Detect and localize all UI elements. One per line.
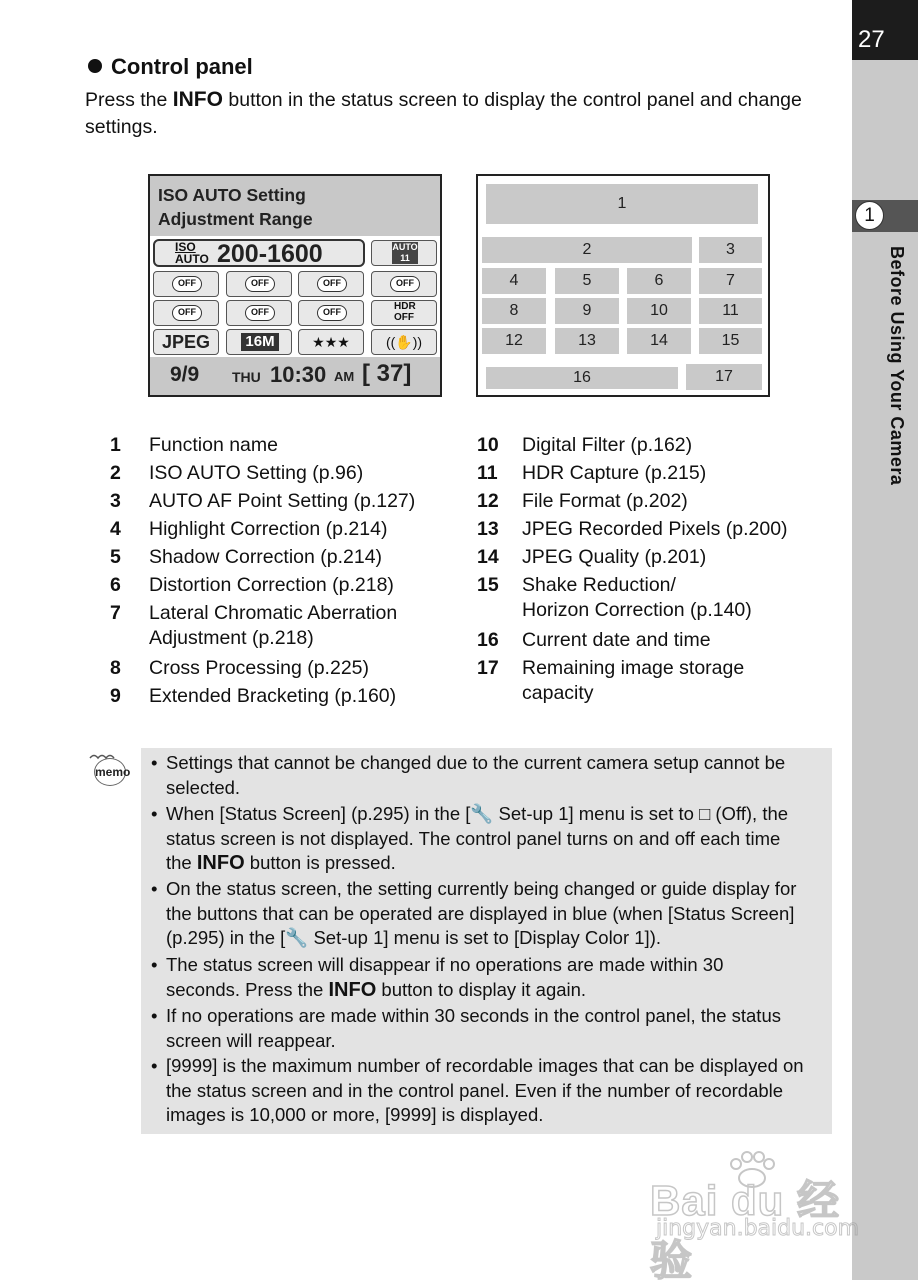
digital-filter-icon: OFF: [298, 300, 364, 326]
diagram-cell: 16: [486, 367, 678, 389]
jpeg-pixels-icon: 16M: [226, 329, 292, 355]
date-time-bar: 9/9 THU 10:30 AM [ 37]: [150, 357, 440, 395]
diagram-cell: 4: [482, 268, 546, 294]
memo-bullet: • The status screen will disappear if no operations are made within 30 seconds. Press the INFO button to display it again.: [151, 954, 724, 1001]
page-number: 27: [858, 26, 885, 53]
highlight-correction-icon: OFF: [153, 271, 219, 297]
heading-text: Control panel: [111, 54, 253, 79]
cross-processing-icon: OFF: [153, 300, 219, 326]
jpeg-quality-icon: ★★★: [298, 329, 364, 355]
diagram-cell: 1: [486, 184, 758, 224]
iso-auto-setting: ISO AUTO 200-1600: [153, 239, 365, 267]
control-panel-screen: [148, 174, 442, 397]
diagram-cell: 9: [555, 298, 619, 324]
hdr-capture-icon: HDR OFF: [371, 300, 437, 326]
diagram-cell: 2: [482, 237, 692, 263]
shadow-correction-icon: OFF: [226, 271, 292, 297]
memo-icon: memo: [88, 752, 128, 788]
memo-bullet: • If no operations are made within 30 seconds in the control panel, the status screen will reappear.: [151, 1005, 781, 1051]
chapter-side-tab: [852, 0, 918, 1280]
extended-bracketing-icon: OFF: [226, 300, 292, 326]
diagram-cell: 17: [686, 364, 762, 390]
memo-bullet: • Settings that cannot be changed due to the current camera setup cannot be selected.: [151, 752, 786, 798]
memo-bullet: • [9999] is the maximum number of recordable images that can be displayed on the status screen and in the control panel. Even if the number of recordable images is 10,000 or more, [9999] is displayed.: [151, 1055, 804, 1125]
iso-range: 200-1600: [217, 240, 323, 268]
section-heading: [88, 54, 253, 80]
diagram-cell: 11: [699, 298, 762, 324]
memo-bullet: • When [Status Screen] (p.295) in the [🔧 Set-up 1] menu is set to □ (Off), the status screen is not displayed. The control panel turns on and off each time the INFO button is pressed.: [151, 803, 789, 874]
heading-bullet-icon: [88, 59, 102, 73]
diagram-cell: 3: [699, 237, 762, 263]
control-panel-diagram: [476, 174, 770, 397]
diagram-cell: 8: [482, 298, 546, 324]
chapter-title: Before Using Your Camera: [887, 246, 907, 486]
shake-reduction-icon: ((✋)): [371, 329, 437, 355]
diagram-cell: 15: [699, 328, 762, 354]
diagram-cell: 14: [627, 328, 691, 354]
auto-af-point-icon: AUTO 11: [371, 240, 437, 266]
distortion-correction-icon: OFF: [298, 271, 364, 297]
lateral-chromatic-icon: OFF: [371, 271, 437, 297]
function-name-area: ISO AUTO Setting Adjustment Range: [150, 176, 440, 236]
baidu-watermark: Bai du 经验 jingyan.baidu.com: [650, 1150, 865, 1250]
info-button-label: INFO: [172, 88, 223, 111]
diagram-cell: 7: [699, 268, 762, 294]
diagram-cell: 12: [482, 328, 546, 354]
intro-paragraph: Press the INFO button in the status screen to display the control panel and change settings.: [85, 88, 802, 138]
remaining-capacity: [ 37]: [362, 360, 412, 387]
diagram-cell: 5: [555, 268, 619, 294]
diagram-cell: 10: [627, 298, 691, 324]
diagram-cell: 13: [555, 328, 619, 354]
chapter-number: 1: [855, 201, 884, 230]
memo-bullet: • On the status screen, the setting currently being changed or guide display for the buttons that can be operated are displayed in blue (when [Status Screen] (p.295) in the [🔧 Set-up 1] menu is set to [Display Color 1]).: [151, 878, 797, 948]
file-format-icon: JPEG: [153, 329, 219, 355]
diagram-cell: 6: [627, 268, 691, 294]
